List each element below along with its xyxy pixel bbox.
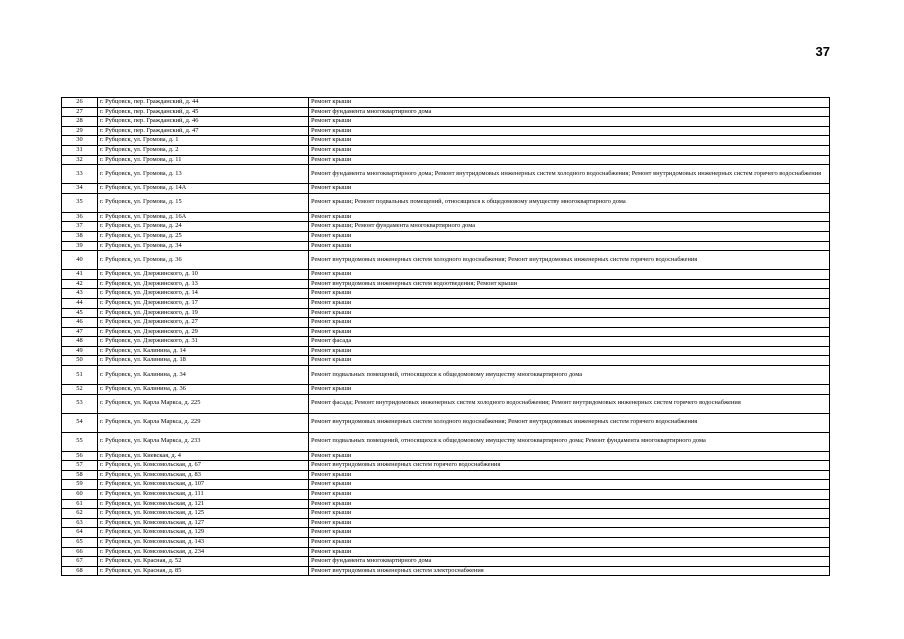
row-number-cell: 49	[62, 346, 98, 356]
works-cell: Ремонт внутридомовых инженерных систем холодного водоснабжения; Ремонт внутридомовых инженерных систем горячего водоснабжения	[309, 413, 830, 432]
row-number-cell: 42	[62, 279, 98, 289]
works-cell: Ремонт крыши	[309, 98, 830, 108]
address-cell: г. Рубцовск, ул. Громова, д. 15	[98, 193, 309, 212]
address-cell: г. Рубцовск, ул. Громова, д. 16А	[98, 212, 309, 222]
row-number-cell: 34	[62, 184, 98, 194]
table-row	[62, 499, 830, 509]
table-row	[62, 212, 830, 222]
address-cell: г. Рубцовск, ул. Комсомольская, д. 107	[98, 480, 309, 490]
address-cell: г. Рубцовск, ул. Дзержинского, д. 29	[98, 327, 309, 337]
row-number-cell: 68	[62, 566, 98, 576]
works-cell: Ремонт крыши	[309, 155, 830, 165]
works-cell: Ремонт крыши	[309, 241, 830, 251]
address-cell: г. Рубцовск, ул. Комсомольская, д. 67	[98, 461, 309, 471]
table-row	[62, 566, 830, 576]
works-cell: Ремонт крыши	[309, 318, 830, 328]
works-cell: Ремонт крыши	[309, 499, 830, 509]
row-number-cell: 52	[62, 385, 98, 395]
table-row	[62, 289, 830, 299]
address-cell: г. Рубцовск, ул. Калинина, д. 36	[98, 385, 309, 395]
row-number-cell: 41	[62, 270, 98, 280]
table-row	[62, 461, 830, 471]
row-number-cell: 48	[62, 337, 98, 347]
row-number-cell: 63	[62, 518, 98, 528]
row-number-cell: 28	[62, 117, 98, 127]
row-number-cell: 66	[62, 547, 98, 557]
row-number-cell: 57	[62, 461, 98, 471]
address-cell: г. Рубцовск, пер. Гражданский, д. 47	[98, 126, 309, 136]
row-number-cell: 56	[62, 451, 98, 461]
table-row	[62, 126, 830, 136]
row-number-cell: 54	[62, 413, 98, 432]
address-cell: г. Рубцовск, ул. Калинина, д. 34	[98, 366, 309, 385]
address-cell: г. Рубцовск, ул. Дзержинского, д. 27	[98, 318, 309, 328]
table-row	[62, 231, 830, 241]
table-row	[62, 509, 830, 519]
table-row	[62, 298, 830, 308]
works-cell: Ремонт внутридомовых инженерных систем холодного водоснабжения; Ремонт внутридомовых инженерных систем горячего водоснабжения	[309, 251, 830, 270]
address-cell: г. Рубцовск, ул. Комсомольская, д. 83	[98, 470, 309, 480]
row-number-cell: 30	[62, 136, 98, 146]
table-row	[62, 327, 830, 337]
row-number-cell: 50	[62, 356, 98, 366]
address-cell: г. Рубцовск, ул. Карла Маркса, д. 229	[98, 413, 309, 432]
row-number-cell: 38	[62, 231, 98, 241]
address-cell: г. Рубцовск, пер. Гражданский, д. 44	[98, 98, 309, 108]
table-row	[62, 308, 830, 318]
row-number-cell: 31	[62, 145, 98, 155]
row-number-cell: 40	[62, 251, 98, 270]
works-cell: Ремонт крыши; Ремонт подвальных помещений, относящихся к общедомовому имуществу многоквартирного дома	[309, 193, 830, 212]
table-row	[62, 356, 830, 366]
works-cell: Ремонт крыши	[309, 136, 830, 146]
address-cell: г. Рубцовск, ул. Громова, д. 34	[98, 241, 309, 251]
works-cell: Ремонт крыши	[309, 490, 830, 500]
works-cell: Ремонт подвальных помещений, относящихся к общедомовому имуществу многоквартирного дома; Ремонт фундамента многоквартирного дома	[309, 432, 830, 451]
table-body	[62, 98, 830, 576]
table-row	[62, 557, 830, 567]
row-number-cell: 65	[62, 538, 98, 548]
table-row	[62, 136, 830, 146]
address-cell: г. Рубцовск, ул. Дзержинского, д. 10	[98, 270, 309, 280]
row-number-cell: 55	[62, 432, 98, 451]
table-row	[62, 318, 830, 328]
row-number-cell: 43	[62, 289, 98, 299]
row-number-cell: 39	[62, 241, 98, 251]
table-row	[62, 145, 830, 155]
address-cell: г. Рубцовск, ул. Дзержинского, д. 17	[98, 298, 309, 308]
row-number-cell: 62	[62, 509, 98, 519]
address-cell: г. Рубцовск, ул. Красная, д. 85	[98, 566, 309, 576]
address-cell: г. Рубцовск, ул. Громова, д. 25	[98, 231, 309, 241]
works-cell: Ремонт крыши	[309, 184, 830, 194]
row-number-cell: 46	[62, 318, 98, 328]
works-cell: Ремонт крыши	[309, 308, 830, 318]
table-row	[62, 165, 830, 184]
works-cell: Ремонт крыши	[309, 480, 830, 490]
row-number-cell: 44	[62, 298, 98, 308]
works-cell: Ремонт крыши	[309, 509, 830, 519]
row-number-cell: 35	[62, 193, 98, 212]
table-row	[62, 432, 830, 451]
address-cell: г. Рубцовск, ул. Дзержинского, д. 31	[98, 337, 309, 347]
table-row	[62, 470, 830, 480]
row-number-cell: 27	[62, 107, 98, 117]
address-cell: г. Рубцовск, ул. Комсомольская, д. 111	[98, 490, 309, 500]
table-row	[62, 346, 830, 356]
row-number-cell: 26	[62, 98, 98, 108]
works-cell: Ремонт фасада; Ремонт внутридомовых инженерных систем холодного водоснабжения; Ремонт внутридомовых инженерных систем горячего водоснабжения	[309, 394, 830, 413]
address-cell: г. Рубцовск, пер. Гражданский, д. 46	[98, 117, 309, 127]
works-cell: Ремонт крыши	[309, 538, 830, 548]
works-cell: Ремонт фундамента многоквартирного дома	[309, 107, 830, 117]
address-cell: г. Рубцовск, ул. Красная, д. 52	[98, 557, 309, 567]
repair-register-table	[61, 97, 830, 576]
row-number-cell: 33	[62, 165, 98, 184]
address-cell: г. Рубцовск, ул. Дзержинского, д. 19	[98, 308, 309, 318]
works-cell: Ремонт крыши	[309, 231, 830, 241]
works-cell: Ремонт внутридомовых инженерных систем электроснабжения	[309, 566, 830, 576]
address-cell: г. Рубцовск, ул. Карла Маркса, д. 233	[98, 432, 309, 451]
address-cell: г. Рубцовск, ул. Комсомольская, д. 234	[98, 547, 309, 557]
row-number-cell: 59	[62, 480, 98, 490]
address-cell: г. Рубцовск, ул. Комсомольская, д. 121	[98, 499, 309, 509]
row-number-cell: 67	[62, 557, 98, 567]
works-cell: Ремонт крыши	[309, 298, 830, 308]
table-row	[62, 279, 830, 289]
works-cell: Ремонт крыши	[309, 356, 830, 366]
row-number-cell: 51	[62, 366, 98, 385]
works-cell: Ремонт внутридомовых инженерных систем горячего водоснабжения	[309, 461, 830, 471]
works-cell: Ремонт крыши	[309, 145, 830, 155]
works-cell: Ремонт крыши	[309, 547, 830, 557]
address-cell: г. Рубцовск, ул. Комсомольская, д. 125	[98, 509, 309, 519]
table-row	[62, 413, 830, 432]
works-cell: Ремонт крыши	[309, 346, 830, 356]
works-cell: Ремонт внутридомовых инженерных систем водоотведения; Ремонт крыши	[309, 279, 830, 289]
address-cell: г. Рубцовск, ул. Комсомольская, д. 129	[98, 528, 309, 538]
works-cell: Ремонт крыши	[309, 385, 830, 395]
row-number-cell: 58	[62, 470, 98, 480]
address-cell: г. Рубцовск, ул. Дзержинского, д. 14	[98, 289, 309, 299]
row-number-cell: 61	[62, 499, 98, 509]
table-row	[62, 490, 830, 500]
works-cell: Ремонт крыши	[309, 289, 830, 299]
address-cell: г. Рубцовск, ул. Громова, д. 36	[98, 251, 309, 270]
works-cell: Ремонт фундамента многоквартирного дома; Ремонт внутридомовых инженерных систем холодного водоснабжения; Ремонт внутридомовых инженерных систем горячего водоснабжения	[309, 165, 830, 184]
address-cell: г. Рубцовск, ул. Дзержинского, д. 13	[98, 279, 309, 289]
works-cell: Ремонт фундамента многоквартирного дома	[309, 557, 830, 567]
page-number: 37	[815, 44, 830, 59]
table-row	[62, 222, 830, 232]
row-number-cell: 36	[62, 212, 98, 222]
address-cell: г. Рубцовск, ул. Громова, д. 1	[98, 136, 309, 146]
address-cell: г. Рубцовск, ул. Громова, д. 24	[98, 222, 309, 232]
works-cell: Ремонт крыши	[309, 470, 830, 480]
row-number-cell: 37	[62, 222, 98, 232]
row-number-cell: 53	[62, 394, 98, 413]
table-row	[62, 385, 830, 395]
table-row	[62, 538, 830, 548]
works-cell: Ремонт крыши	[309, 327, 830, 337]
table-row	[62, 155, 830, 165]
address-cell: г. Рубцовск, ул. Громова, д. 13	[98, 165, 309, 184]
works-cell: Ремонт крыши	[309, 212, 830, 222]
table-row	[62, 107, 830, 117]
address-cell: г. Рубцовск, ул. Киевская, д. 4	[98, 451, 309, 461]
works-cell: Ремонт крыши; Ремонт фундамента многоквартирного дома	[309, 222, 830, 232]
table-row	[62, 547, 830, 557]
works-cell: Ремонт крыши	[309, 518, 830, 528]
table-row	[62, 528, 830, 538]
address-cell: г. Рубцовск, пер. Гражданский, д. 45	[98, 107, 309, 117]
table-row	[62, 451, 830, 461]
row-number-cell: 64	[62, 528, 98, 538]
works-cell: Ремонт фасада	[309, 337, 830, 347]
works-cell: Ремонт крыши	[309, 270, 830, 280]
address-cell: г. Рубцовск, ул. Карла Маркса, д. 225	[98, 394, 309, 413]
works-cell: Ремонт крыши	[309, 117, 830, 127]
table-row	[62, 518, 830, 528]
table-row	[62, 117, 830, 127]
row-number-cell: 32	[62, 155, 98, 165]
address-cell: г. Рубцовск, ул. Комсомольская, д. 127	[98, 518, 309, 528]
address-cell: г. Рубцовск, ул. Громова, д. 2	[98, 145, 309, 155]
table-row	[62, 480, 830, 490]
row-number-cell: 29	[62, 126, 98, 136]
table-row	[62, 193, 830, 212]
address-cell: г. Рубцовск, ул. Калинина, д. 14	[98, 346, 309, 356]
works-cell: Ремонт крыши	[309, 126, 830, 136]
works-cell: Ремонт подвальных помещений, относящихся к общедомовому имуществу многоквартирного дома	[309, 366, 830, 385]
address-cell: г. Рубцовск, ул. Громова, д. 11	[98, 155, 309, 165]
table-row	[62, 184, 830, 194]
works-cell: Ремонт крыши	[309, 528, 830, 538]
table-row	[62, 270, 830, 280]
table-row	[62, 98, 830, 108]
table-row	[62, 251, 830, 270]
address-cell: г. Рубцовск, ул. Громова, д. 14А	[98, 184, 309, 194]
address-cell: г. Рубцовск, ул. Калинина, д. 18	[98, 356, 309, 366]
row-number-cell: 45	[62, 308, 98, 318]
works-cell: Ремонт крыши	[309, 451, 830, 461]
row-number-cell: 60	[62, 490, 98, 500]
table-row	[62, 337, 830, 347]
table-row	[62, 366, 830, 385]
address-cell: г. Рубцовск, ул. Комсомольская, д. 143	[98, 538, 309, 548]
table-row	[62, 241, 830, 251]
table-row	[62, 394, 830, 413]
row-number-cell: 47	[62, 327, 98, 337]
